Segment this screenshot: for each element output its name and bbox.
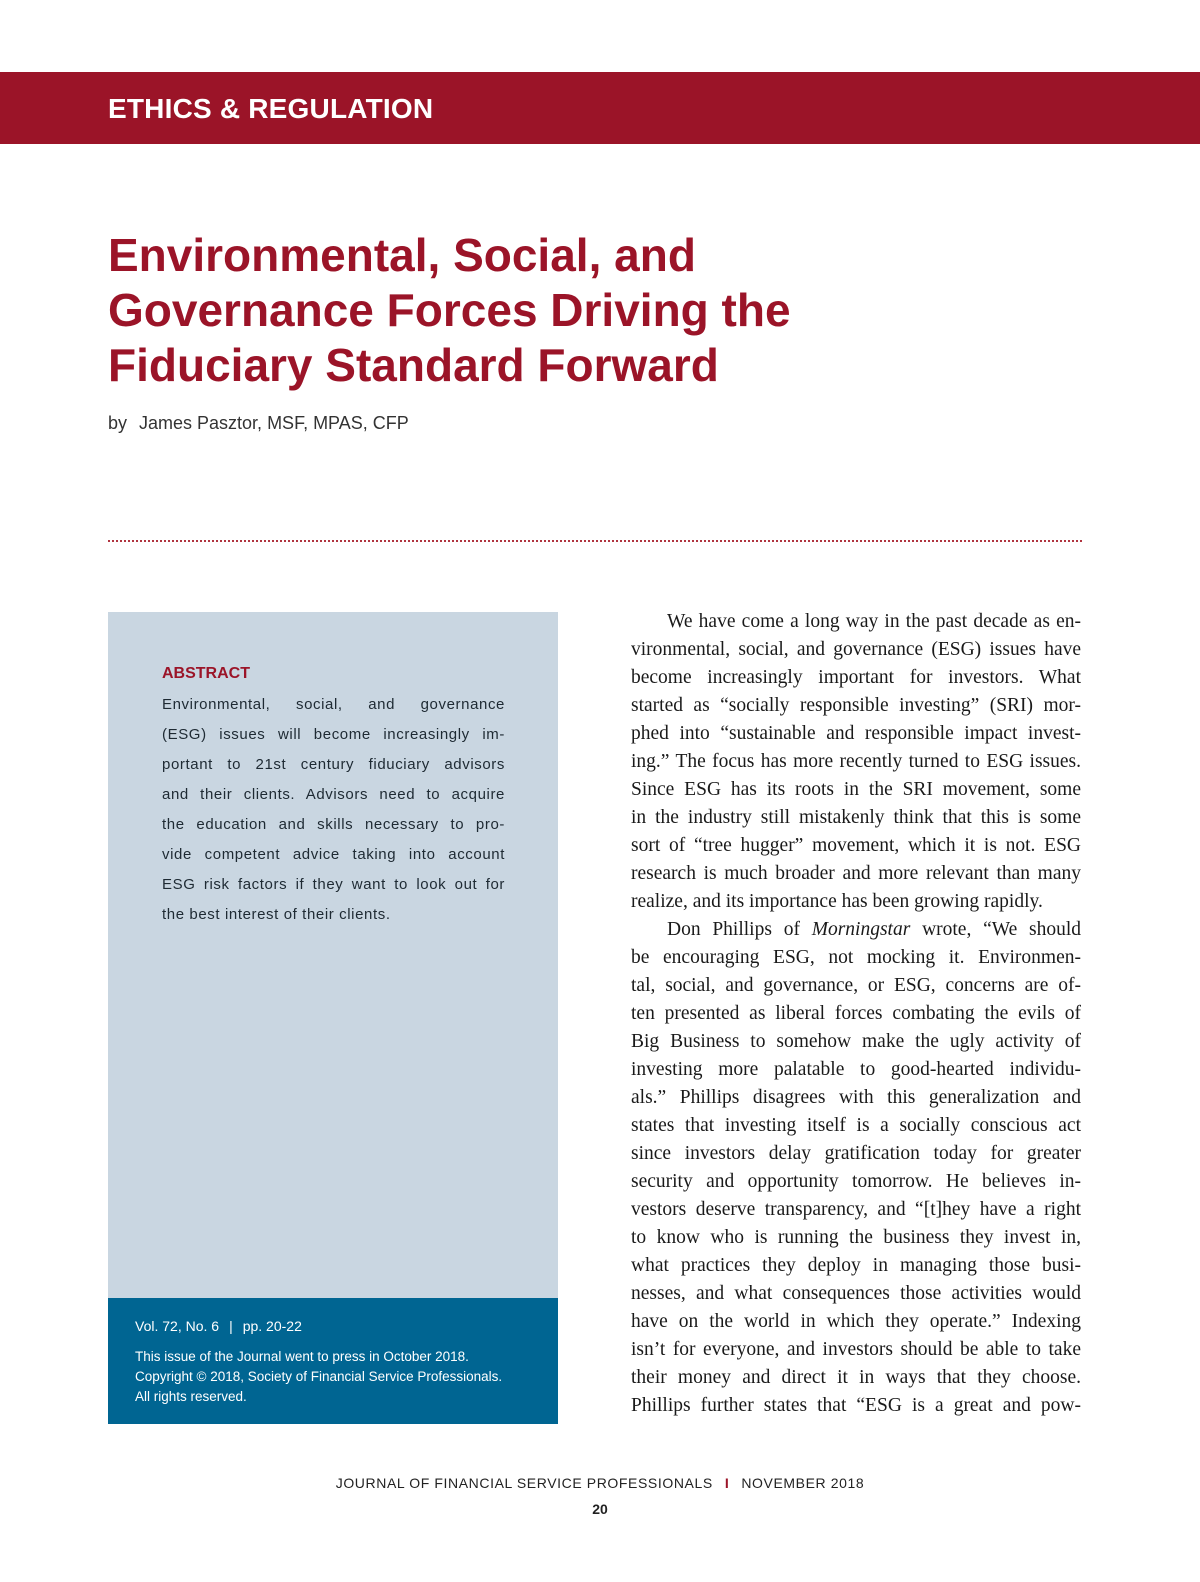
body-line: be encouraging ESG, not mocking it. Environmen- [631, 947, 1081, 968]
body-line: realize, and its importance has been growing rapidly. [631, 891, 1043, 912]
author-name: James Pasztor, MSF, MPAS, CFP [139, 413, 409, 433]
body-line: become increasingly important for investors. What [631, 667, 1081, 688]
article-title-line: Governance Forces Driving the [108, 284, 791, 336]
abstract-line: the education and skills necessary to pro- [162, 816, 505, 833]
body-line: Since ESG has its roots in the SRI movement, some [631, 779, 1081, 800]
body-line: phed into “sustainable and responsible impact invest- [631, 723, 1081, 744]
rights-line: All rights reserved. [135, 1389, 247, 1404]
journal-footer [0, 1474, 1200, 1492]
body-line: tal, social, and governance, or ESG, concerns are of- [631, 975, 1081, 996]
body-line: since investors delay gratification today for greater [631, 1143, 1081, 1164]
section-label: ETHICS & REGULATION [108, 93, 434, 124]
body-line: ing.” The focus has more recently turned to ESG issues. [631, 751, 1081, 772]
body-line: states that investing itself is a socially conscious act [631, 1115, 1081, 1136]
body-line: investing more palatable to good-hearted individu- [631, 1059, 1081, 1080]
abstract-line: ESG risk factors if they want to look out for [162, 876, 505, 893]
byline-prefix: by [108, 413, 128, 433]
body-line: in the industry still mistakenly think that this is some [631, 807, 1081, 828]
volume-separator: | [229, 1318, 233, 1334]
body-line: what practices they deploy in managing those busi- [631, 1255, 1081, 1276]
body-line: nesses, and what consequences those activities would [631, 1283, 1081, 1304]
body-line: vestors deserve transparency, and “[t]hey have a right [631, 1199, 1081, 1220]
press-note: This issue of the Journal went to press in October 2018. [135, 1349, 469, 1364]
copyright-notes [135, 1347, 545, 1407]
body-line: We have come a long way in the past decade as en- [667, 611, 1081, 632]
article-title [108, 228, 868, 393]
body-line: started as “socially responsible investing” (SRI) mor- [631, 695, 1081, 716]
body-line: their money and direct it in ways that they choose. [631, 1367, 1081, 1388]
abstract-heading: ABSTRACT [162, 665, 250, 682]
body-line: Big Business to somehow make the ugly activity of [631, 1031, 1081, 1052]
volume-number: Vol. 72, No. 6 [135, 1318, 220, 1334]
copyright-line: Copyright © 2018, Society of Financial Service Professionals. [135, 1369, 503, 1384]
abstract-line: (ESG) issues will become increasingly im- [162, 726, 505, 743]
page-number: 20 [592, 1501, 608, 1517]
body-line: isn’t for everyone, and investors should be able to take [631, 1339, 1081, 1360]
article-title-line: Fiduciary Standard Forward [108, 339, 719, 391]
byline [108, 412, 409, 434]
body-line: have on the world in which they operate.” Indexing [631, 1311, 1081, 1332]
abstract-line: vide competent advice taking into account [162, 846, 505, 863]
abstract-line: the best interest of their clients. [162, 906, 391, 923]
body-line: to know who is running the business they invest in, [631, 1227, 1081, 1248]
abstract-line: portant to 21st century fiduciary advisors [162, 756, 505, 773]
body-line: sort of “tree hugger” movement, which it is not. ESG [631, 835, 1081, 856]
body-line: als.” Phillips disagrees with this generalization and [631, 1087, 1081, 1108]
body-line: research is much broader and more relevant than many [631, 863, 1081, 884]
body-line: Phillips further states that “ESG is a great and pow- [631, 1395, 1081, 1416]
article-body [631, 608, 1081, 1420]
volume-info [135, 1317, 302, 1335]
article-title-line: Environmental, Social, and [108, 229, 696, 281]
body-line: ten presented as liberal forces combating the evils of [631, 1003, 1081, 1024]
body-line: security and opportunity tomorrow. He believes in- [631, 1171, 1081, 1192]
abstract-text [162, 690, 505, 930]
footer-separator: I [724, 1475, 730, 1491]
journal-name: JOURNAL OF FINANCIAL SERVICE PROFESSIONALS [335, 1475, 713, 1491]
body-line-end: wrote, “We should [910, 919, 1081, 940]
publication-name: Morningstar [811, 919, 911, 940]
issue-date: NOVEMBER 2018 [741, 1475, 865, 1491]
body-line: vironmental, social, and governance (ESG) issues have [631, 639, 1081, 660]
dotted-divider [108, 540, 1082, 542]
body-line-start: Don Phillips of [667, 919, 812, 940]
abstract-line: Environmental, social, and governance [162, 696, 505, 713]
body-line [631, 916, 1081, 944]
abstract-line: and their clients. Advisors need to acquire [162, 786, 505, 803]
page-range: pp. 20-22 [242, 1318, 302, 1334]
